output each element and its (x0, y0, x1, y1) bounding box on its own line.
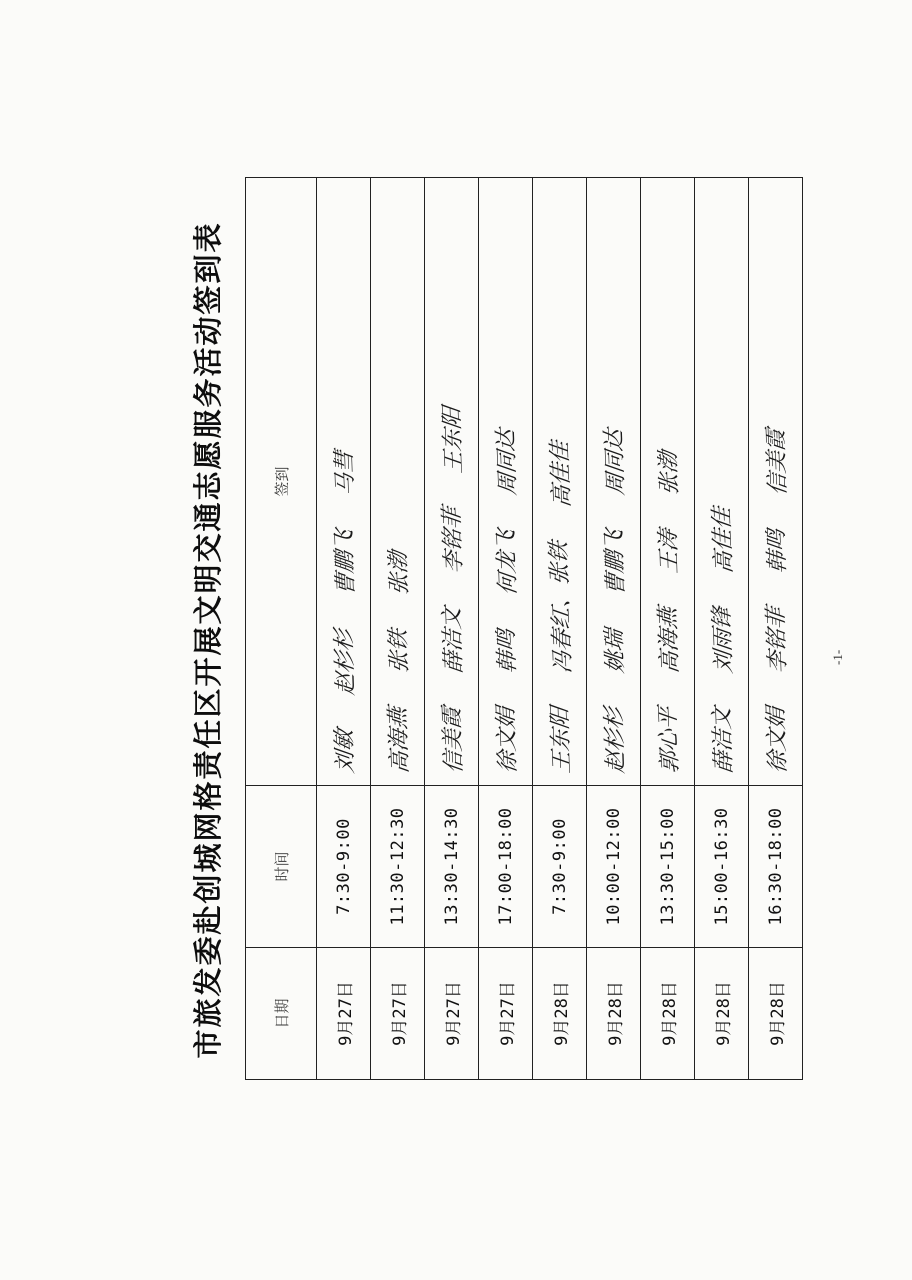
signature-cell (317, 178, 371, 786)
handwritten-signature: 薛洁文 (709, 705, 738, 775)
signature-cell (425, 178, 479, 786)
signature-list (490, 395, 521, 773)
signature-list (544, 407, 575, 773)
time-cell: 10:00-12:00 (587, 786, 641, 948)
time-cell: 17:00-18:00 (479, 786, 533, 948)
handwritten-signature: 姚瑞 (602, 627, 629, 675)
header-signature: 签到 (246, 178, 317, 786)
table-row (317, 178, 371, 1080)
handwritten-signature: 刘敏 (332, 727, 359, 775)
date-cell: 9月28日 (749, 948, 803, 1080)
handwritten-signature: 周同达 (493, 427, 522, 497)
table-row (641, 178, 695, 1080)
date-cell: 9月27日 (479, 948, 533, 1080)
handwritten-signature: 徐文娟 (493, 705, 522, 775)
sign-in-table (245, 177, 803, 1080)
date-cell: 9月28日 (533, 948, 587, 1080)
handwritten-signature: 高海燕 (655, 605, 684, 675)
handwritten-signature: 赵杉杉 (601, 705, 630, 775)
signature-cell (371, 178, 425, 786)
time-cell: 13:30-15:00 (641, 786, 695, 948)
header-date: 日期 (246, 948, 317, 1080)
signature-list (760, 395, 791, 773)
handwritten-signature: 张铁 (386, 627, 413, 675)
handwritten-signature: 冯春红、张铁 (546, 539, 577, 675)
handwritten-signature: 刘雨锋 (709, 605, 738, 675)
signature-cell (695, 178, 749, 786)
handwritten-signature: 马彗 (332, 449, 359, 497)
signature-cell (749, 178, 803, 786)
handwritten-signature: 王涛 (656, 527, 683, 575)
date-cell: 9月28日 (695, 948, 749, 1080)
signature-cell (641, 178, 695, 786)
handwritten-signature: 信美霞 (439, 705, 468, 775)
handwritten-signature: 高海燕 (385, 705, 414, 775)
date-cell: 9月27日 (371, 948, 425, 1080)
handwritten-signature: 张渤 (386, 549, 413, 597)
handwritten-signature: 周同达 (601, 427, 630, 497)
time-cell: 15:00-16:30 (695, 786, 749, 948)
handwritten-signature: 张渤 (656, 449, 683, 497)
handwritten-signature: 徐文娟 (763, 705, 792, 775)
table-row (533, 178, 587, 1080)
handwritten-signature: 何龙飞 (493, 527, 522, 597)
handwritten-signature: 李铭菲 (763, 605, 792, 675)
signature-cell (533, 178, 587, 786)
handwritten-signature: 高佳佳 (709, 505, 738, 575)
table-row (425, 178, 479, 1080)
time-cell: 11:30-12:30 (371, 786, 425, 948)
signature-list (598, 395, 629, 773)
handwritten-signature: 王东阳 (547, 705, 576, 775)
handwritten-signature: 王东阳 (439, 405, 468, 475)
date-cell: 9月27日 (425, 948, 479, 1080)
table-row (587, 178, 641, 1080)
table-header-row (246, 178, 317, 1080)
handwritten-signature: 李铭菲 (439, 505, 468, 575)
table-row (371, 178, 425, 1080)
signature-list (436, 373, 467, 773)
handwritten-signature: 赵杉杉 (331, 627, 360, 697)
time-cell: 7:30-9:00 (317, 786, 371, 948)
signature-list (706, 473, 737, 773)
handwritten-signature: 曹鹏飞 (601, 527, 630, 597)
handwritten-signature: 曹鹏飞 (331, 527, 360, 597)
document-title: 市旅发委赴创城网格责任区开展文明交通志愿服务活动签到表 (191, 221, 225, 1059)
page-number: -1- (830, 649, 845, 665)
time-cell: 13:30-14:30 (425, 786, 479, 948)
signature-list (382, 517, 413, 773)
table-row (479, 178, 533, 1080)
table-row (695, 178, 749, 1080)
signature-cell (479, 178, 533, 786)
date-cell: 9月28日 (641, 948, 695, 1080)
time-cell: 16:30-18:00 (749, 786, 803, 948)
signature-list (652, 417, 683, 773)
signature-cell (587, 178, 641, 786)
handwritten-signature: 韩鸣 (764, 527, 791, 575)
date-cell: 9月28日 (587, 948, 641, 1080)
date-cell: 9月27日 (317, 948, 371, 1080)
handwritten-signature: 郭心平 (655, 705, 684, 775)
handwritten-signature: 韩鸣 (494, 627, 521, 675)
table-row (749, 178, 803, 1080)
handwritten-signature: 薛洁文 (439, 605, 468, 675)
signature-list (328, 417, 359, 773)
header-time: 时间 (246, 786, 317, 948)
time-cell: 7:30-9:00 (533, 786, 587, 948)
handwritten-signature: 高佳佳 (547, 439, 576, 509)
handwritten-signature: 信美霞 (763, 427, 792, 497)
